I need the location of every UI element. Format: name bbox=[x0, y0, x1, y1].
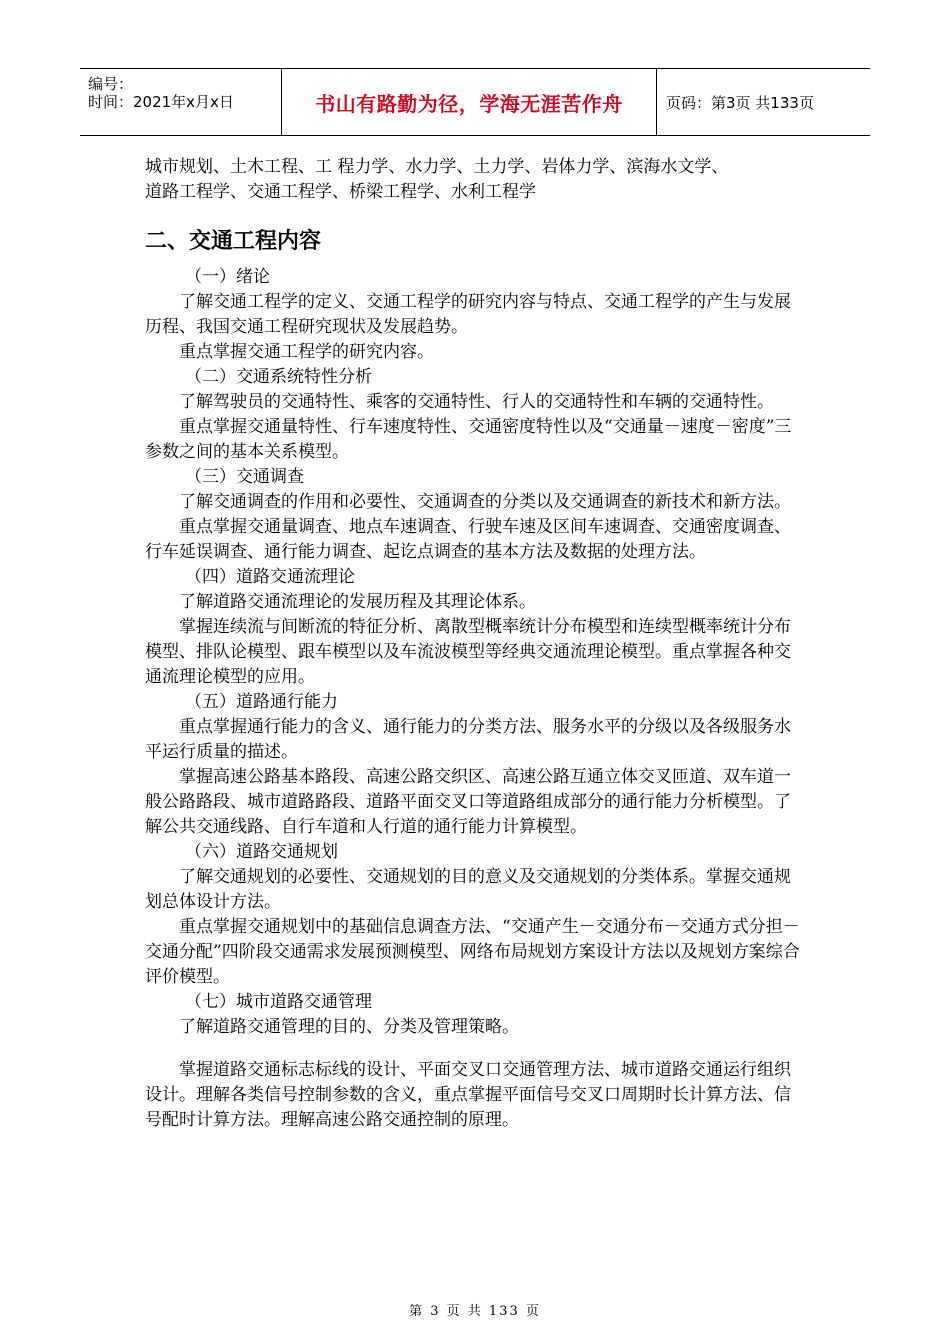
document-time-label: 时间：2021年x月x日 bbox=[88, 93, 234, 111]
subsection-heading: （六）道路交通规划 bbox=[185, 842, 338, 862]
header-page-info: 页码：第3页 共133页 bbox=[666, 93, 814, 112]
subsection-heading: （七）城市道路交通管理 bbox=[185, 992, 372, 1012]
subsection-heading: （二）交通系统特性分析 bbox=[185, 367, 372, 387]
body-paragraph: 重点掌握通行能力的含义、通行能力的分类方法、服务水平的分级以及各级服务水平运行质量的描述。 bbox=[145, 717, 791, 762]
subsection-heading: （五）道路通行能力 bbox=[185, 692, 338, 712]
body-paragraph: 了解交通工程学的定义、交通工程学的研究内容与特点、交通工程学的产生与发展历程、我国交通工程研究现状及发展趋势。 bbox=[145, 292, 791, 337]
body-paragraph: 了解驾驶员的交通特性、乘客的交通特性、行人的交通特性和车辆的交通特性。 bbox=[179, 392, 774, 412]
document-body bbox=[145, 155, 805, 1133]
section-title: 二、交通工程内容 bbox=[145, 229, 322, 254]
body-paragraph: 掌握道路交通标志标线的设计、平面交叉口交通管理方法、城市道路交通运行组织设计。理解各类信号控制参数的含义，重点掌握平面信号交叉口周期时长计算方法、信号配时计算方法。理解高速公路交通控制的原理。 bbox=[145, 1060, 791, 1130]
header-motto: 书山有路勤为径，学海无涯苦作舟 bbox=[315, 91, 623, 116]
header-meta-cell bbox=[80, 69, 280, 135]
body-paragraph: 了解道路交通流理论的发展历程及其理论体系。 bbox=[179, 592, 536, 612]
header-page-cell bbox=[658, 69, 870, 135]
body-paragraph: 掌握高速公路基本路段、高速公路交织区、高速公路互通立体交叉匝道、双车道一般公路路段、城市道路路段、道路平面交叉口等道路组成部分的通行能力分析模型。了解公共交通线路、自行车道和人行道的通行能力计算模型。 bbox=[145, 767, 791, 837]
body-paragraph: 重点掌握交通量调查、地点车速调查、行驶车速及区间车速调查、交通密度调查、行车延误调查、通行能力调查、起讫点调查的基本方法及数据的处理方法。 bbox=[145, 517, 791, 562]
header-motto-cell bbox=[281, 69, 657, 135]
body-paragraph: 了解道路交通管理的目的、分类及管理策略。 bbox=[179, 1017, 519, 1037]
section-paragraphs bbox=[145, 265, 805, 1133]
intro-line-2: 道路工程学、交通工程学、桥梁工程学、水利工程学 bbox=[145, 182, 536, 202]
page-footer: 第 3 页 共 133 页 bbox=[409, 1304, 541, 1319]
body-paragraph: 重点掌握交通工程学的研究内容。 bbox=[179, 342, 434, 362]
subsection-heading: （一）绪论 bbox=[185, 267, 270, 287]
body-paragraph: 了解交通规划的必要性、交通规划的目的意义及交通规划的分类体系。掌握交通规划总体设计方法。 bbox=[145, 867, 791, 912]
subsection-heading: （四）道路交通流理论 bbox=[185, 567, 355, 587]
intro-line-1: 城市规划、土木工程、工 程力学、水力学、土力学、岩体力学、滨海水文学、 bbox=[145, 157, 729, 177]
body-paragraph: 重点掌握交通规划中的基础信息调查方法、“交通产生－交通分布－交通方式分担－交通分配”四阶段交通需求发展预测模型、网络布局规划方案设计方法以及规划方案综合评价模型。 bbox=[145, 917, 800, 987]
body-paragraph: 了解交通调查的作用和必要性、交通调查的分类以及交通调查的新技术和新方法。 bbox=[179, 492, 791, 512]
subsection-heading: （三）交通调查 bbox=[185, 467, 304, 487]
document-number-label: 编号： bbox=[88, 75, 134, 93]
body-paragraph: 掌握连续流与间断流的特征分析、离散型概率统计分布模型和连续型概率统计分布模型、排队论模型、跟车模型以及车流波模型等经典交通流理论模型。重点掌握各种交通流理论模型的应用。 bbox=[145, 617, 791, 687]
body-paragraph: 重点掌握交通量特性、行车速度特性、交通密度特性以及“交通量－速度－密度”三参数之间的基本关系模型。 bbox=[145, 417, 792, 462]
blank-line bbox=[145, 1040, 805, 1058]
document-header bbox=[80, 68, 870, 136]
